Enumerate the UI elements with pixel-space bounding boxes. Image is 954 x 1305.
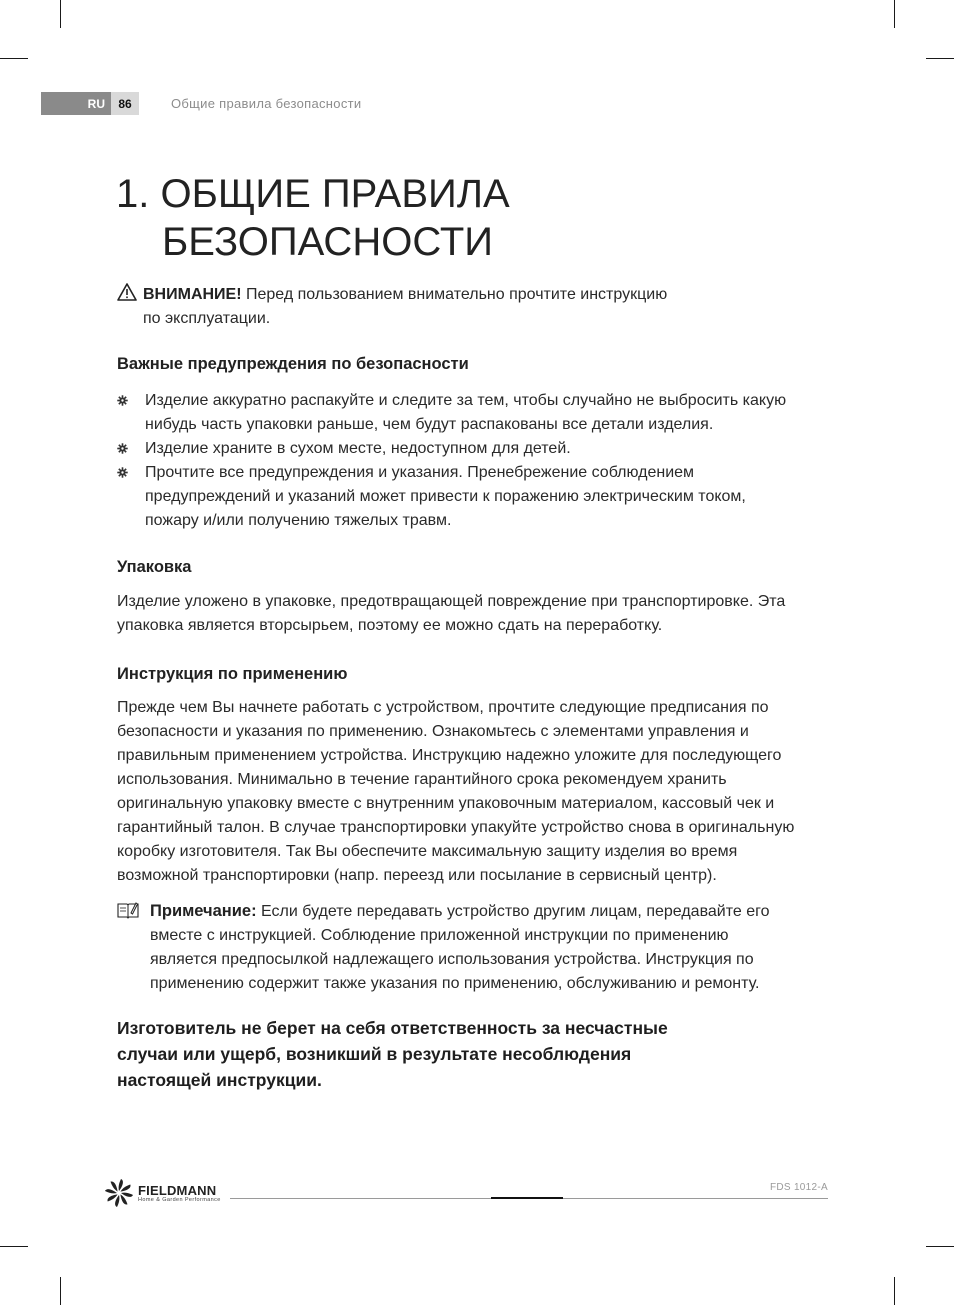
safety-heading: Важные предупреждения по безопасности	[117, 355, 469, 373]
page-header	[41, 92, 139, 115]
fieldmann-logo-icon	[104, 1178, 134, 1208]
list-item: Прочтите все предупреждения и указания. Пренебрежение соблюдением предупреждений и указаний может привести к поражению электрическим током, пожару и/или получению тяжелых травм.	[117, 461, 817, 533]
brand-tagline: Home & Garden Performance	[138, 1196, 221, 1203]
crop-mark	[60, 1277, 61, 1305]
disclaimer: Изготовитель не берет на себя ответственность за несчастные случаи или ущерб, возникший в результате несоблюдения настоящей инструкции.	[117, 1018, 668, 1090]
packaging-section	[117, 555, 817, 579]
packaging-text: Изделие уложено в упаковке, предотвращающей повреждение при транспортировке. Эта упаковка является вторсырьем, поэтому ее можно сдать на переработку.	[117, 593, 786, 634]
running-title: Общие правила безопасности	[171, 96, 362, 111]
footer-divider-accent	[491, 1197, 563, 1199]
safety-list-container	[117, 389, 817, 533]
list-item: Изделие храните в сухом месте, недоступном для детей.	[117, 437, 817, 461]
warning-text-2: по эксплуатации.	[143, 310, 271, 327]
crop-mark	[0, 58, 28, 59]
page-title	[116, 170, 510, 266]
crop-mark	[60, 0, 61, 28]
title-line-1: 1. ОБЩИЕ ПРАВИЛА	[116, 172, 510, 216]
bullet-gear-icon	[117, 443, 128, 454]
crop-mark	[894, 0, 895, 28]
crop-mark	[0, 1246, 28, 1247]
note-book-icon	[117, 899, 150, 996]
instructions-heading: Инструкция по применению	[117, 665, 348, 683]
title-line-2: БЕЗОПАСНОСТИ	[162, 220, 494, 264]
safety-section	[117, 352, 817, 376]
brand-name: FIELDMANN	[138, 1182, 217, 1198]
crop-mark	[926, 58, 954, 59]
bullet-gear-icon	[117, 395, 128, 406]
bullet-gear-icon	[117, 467, 128, 478]
instructions-text: Прежде чем Вы начнете работать с устройством, прочтите следующие предписания по безопасности и указания по применению. Ознакомьтесь с элементами управления и правильным применением устройства. Инструкцию надежно уложите для последующего использования. Минимально в течение гарантийного срока рекомендуем хранить оригинальную упаковку вместе с внутренним упаковочным материалом, кассовый чек и гарантийный талон. В случае транспортировки упакуйте устройство снова в оригинальную коробку изготовителя. Так Вы обеспечите максимальную защиту изделия во время возможной транспортировки (напр. переезд или посылание в сервисный центр).	[117, 699, 795, 884]
warning-block	[117, 283, 817, 331]
brand-logo	[104, 1178, 221, 1208]
safety-list	[117, 389, 817, 533]
crop-mark	[894, 1277, 895, 1305]
packaging-heading: Упаковка	[117, 558, 192, 576]
language-tab: RU	[41, 92, 111, 115]
note-label: Примечание:	[150, 902, 257, 920]
model-number: FDS 1012-A	[769, 1182, 828, 1193]
instructions-section	[117, 662, 817, 686]
warning-label: ВНИМАНИЕ!	[143, 286, 242, 303]
crop-mark	[926, 1246, 954, 1247]
warning-text: Перед пользованием внимательно прочтите инструкцию	[241, 286, 668, 303]
page-number: 86	[111, 92, 139, 115]
list-item: Изделие аккуратно распакуйте и следите за тем, чтобы случайно не выбросить какую нибудь часть упаковки раньше, чем будут распакованы все детали изделия.	[117, 389, 817, 437]
note-block: Примечание: Если будете передавать устройство другим лицам, передавайте его вместе с инструкцией. Соблюдение приложенной инструкции по применению является предпосылкой надлежащего использования устройства. Инструкция по применению содержит также указания по применению, обслуживанию и ремонту.	[117, 899, 827, 996]
warning-triangle-icon	[117, 283, 143, 331]
